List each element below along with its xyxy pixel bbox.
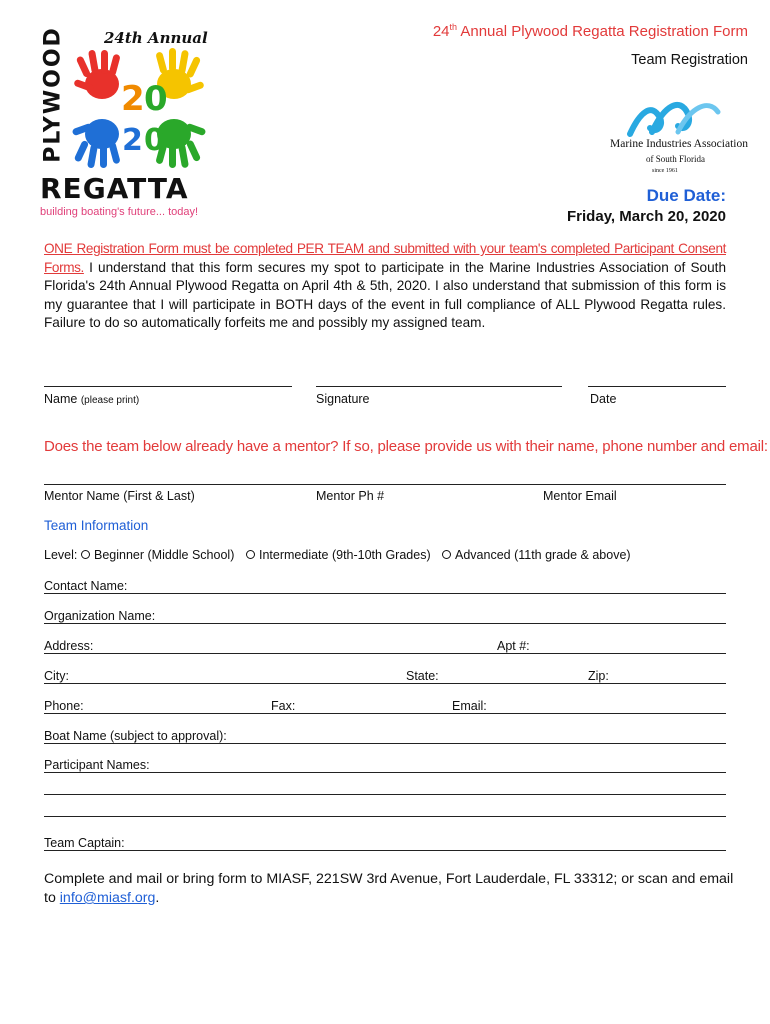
boat-name-field[interactable] <box>44 743 726 744</box>
level-option-beginner[interactable] <box>81 548 234 562</box>
mia-since: since 1961 <box>652 168 678 174</box>
name-hint: (please print) <box>80 395 140 406</box>
organization-name-field[interactable] <box>44 623 726 624</box>
zip-label: Zip: <box>588 669 609 683</box>
participant-names-field-1[interactable] <box>44 772 726 773</box>
name-label <box>44 392 139 406</box>
email-label: Email: <box>452 699 487 713</box>
mia-name: Marine Industries Association <box>610 138 748 150</box>
level-advanced-label: Advanced (11th grade & above) <box>455 548 631 562</box>
city-label: City: <box>44 669 69 683</box>
footer-instructions <box>44 870 734 908</box>
intro-paragraph <box>44 240 726 333</box>
form-title-suffix: th <box>449 22 458 32</box>
logo-tagline: building boating's future... today! <box>40 206 199 218</box>
logo-annual-text: 24th Annual <box>104 29 208 47</box>
logo-plywood-text: PLYWOOD <box>40 26 66 163</box>
mia-region: of South Florida <box>646 154 706 164</box>
footer-text: Complete and mail or bring form to MIASF, 221SW 3rd Avenue, Fort Lauderdale, FL 33312; or scan and email to <box>44 871 734 906</box>
date-line[interactable] <box>588 386 726 387</box>
footer-end: . <box>155 890 160 906</box>
form-subtitle: Team Registration <box>631 52 748 68</box>
mia-logo <box>608 92 748 182</box>
participant-names-label: Participant Names: <box>44 758 150 772</box>
participant-names-field-2[interactable] <box>44 794 726 795</box>
name-label-text: Name <box>44 392 78 406</box>
address-label: Address: <box>44 639 94 653</box>
apt-label: Apt #: <box>497 639 530 653</box>
contact-name-field[interactable] <box>44 593 726 594</box>
participant-names-field-3[interactable] <box>44 816 726 817</box>
name-line[interactable] <box>44 386 292 387</box>
address-field[interactable] <box>44 653 726 654</box>
fax-label: Fax: <box>271 699 296 713</box>
level-option-advanced[interactable] <box>442 548 631 562</box>
wave-icon <box>626 92 726 140</box>
svg-text:2: 2 <box>121 79 145 119</box>
handprints-icon <box>64 42 214 170</box>
level-label: Level: <box>44 548 78 562</box>
state-label: State: <box>406 669 439 683</box>
signature-label: Signature <box>316 392 370 406</box>
plywood-regatta-logo <box>38 24 218 218</box>
form-title-number: 24 <box>432 23 450 40</box>
level-option-intermediate[interactable] <box>246 548 431 562</box>
radio-circle-icon <box>81 550 90 559</box>
radio-circle-icon <box>442 550 451 559</box>
radio-circle-icon <box>246 550 255 559</box>
mentor-line[interactable] <box>44 484 726 485</box>
mentor-question: Does the team below already have a mentor? If so, please provide us with their name, phone number and email: <box>44 438 768 455</box>
level-row <box>44 548 734 566</box>
form-title <box>433 22 748 40</box>
intro-body: I understand that this form secures my spot to participate in the Marine Industries Association of South Florida's 24th Annual Plywood Regatta on April 4th & 5th, 2020. I also understand that submission of this form is my guarantee that I will participate in BOTH days of the event in full compliance of ALL Plywood Regatta rules. Failure to do so automatically forfeits me and possibly my assigned team. <box>44 259 726 330</box>
form-title-text: Annual Plywood Regatta Registration Form <box>457 23 748 40</box>
city-state-zip-field[interactable] <box>44 683 726 684</box>
team-captain-field[interactable] <box>44 850 726 851</box>
due-date-value: Friday, March 20, 2020 <box>567 208 726 225</box>
contact-name-label: Contact Name: <box>44 579 128 593</box>
svg-text:0: 0 <box>144 123 165 158</box>
team-captain-label: Team Captain: <box>44 836 125 850</box>
mentor-phone-label: Mentor Ph # <box>316 489 385 503</box>
organization-name-label: Organization Name: <box>44 609 156 623</box>
signature-line[interactable] <box>316 386 562 387</box>
svg-text:0: 0 <box>144 79 168 119</box>
mentor-name-label: Mentor Name (First & Last) <box>44 489 195 503</box>
phone-label: Phone: <box>44 699 84 713</box>
team-info-heading: Team Information <box>44 518 149 533</box>
phone-fax-email-field[interactable] <box>44 713 726 714</box>
level-beginner-label: Beginner (Middle School) <box>94 548 235 562</box>
mentor-email-label: Mentor Email <box>543 489 617 503</box>
level-intermediate-label: Intermediate (9th-10th Grades) <box>259 548 431 562</box>
boat-name-label: Boat Name (subject to approval): <box>44 729 227 743</box>
due-date-label: Due Date: <box>646 186 726 205</box>
date-label: Date <box>590 392 617 406</box>
svg-text:2: 2 <box>122 123 143 158</box>
intro-warning: ONE Registration Form must be completed PER TEAM and submitted with your team's completed Participant Consent Forms. <box>44 241 726 275</box>
footer-email-link[interactable]: info@miasf.org <box>59 890 156 906</box>
logo-regatta-text: REGATTA <box>40 172 189 205</box>
